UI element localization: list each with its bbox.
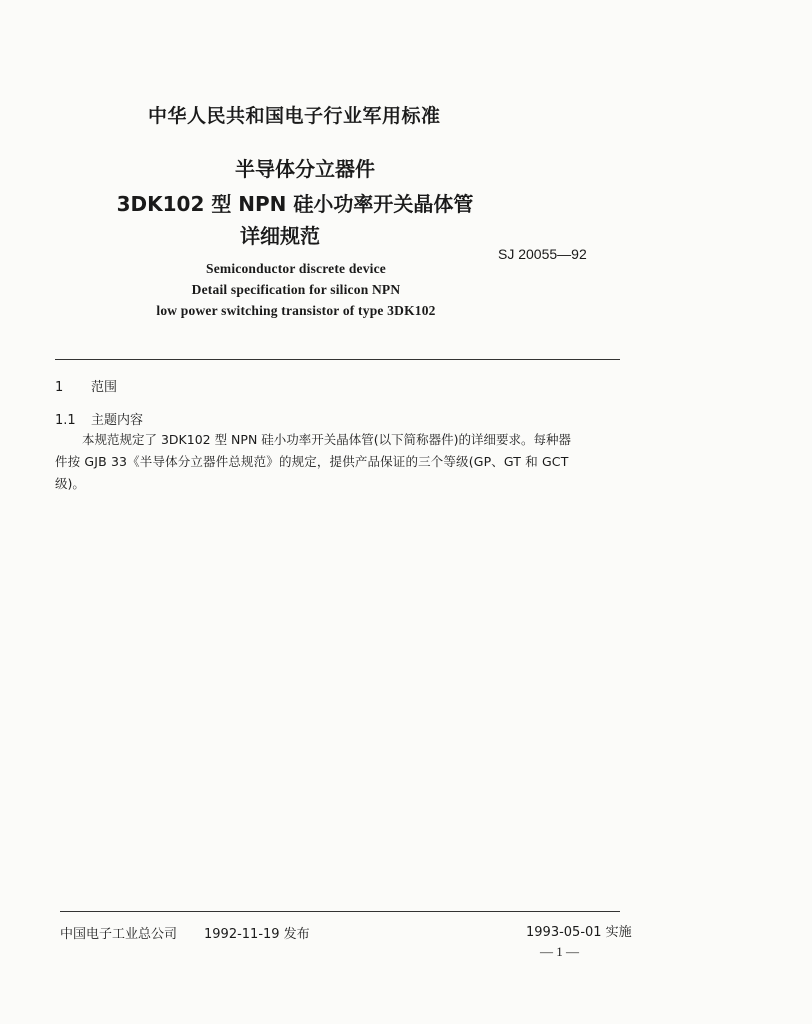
standard-number: SJ 20055—92 — [498, 246, 587, 262]
header-divider — [55, 359, 620, 360]
title-en-line-3: low power switching transistor of type 3DK102 — [156, 303, 436, 318]
title-zh-line-3: 详细规范 — [240, 224, 320, 248]
section-1-1-heading — [55, 409, 143, 428]
title-zh-line-2: 3DK102 型 NPN 硅小功率开关晶体管 — [116, 192, 474, 216]
scope-paragraph-line-2: 件按 GJB 33《半导体分立器件总规范》的规定，提供产品保证的三个等级(GP、GT 和 GCT — [55, 454, 569, 469]
issue-date: 1992-11-19 发布 — [204, 927, 310, 942]
section-1-heading — [55, 376, 117, 395]
section-1-1-title: 主题内容 — [91, 413, 144, 428]
issuer: 中国电子工业总公司 — [60, 927, 178, 942]
standard-category-header: 中华人民共和国电子行业军用标准 — [148, 105, 441, 127]
page-number: — 1 — — [540, 944, 579, 959]
implementation-date: 1993-05-01 实施 — [526, 925, 632, 940]
footer-divider — [60, 911, 620, 912]
title-en-line-2: Detail specification for silicon NPN — [191, 282, 401, 297]
scope-paragraph-line-1: 本规范规定了 3DK102 型 NPN 硅小功率开关晶体管(以下简称器件)的详细要求。每种器 — [82, 432, 572, 447]
scope-paragraph-line-3: 级)。 — [55, 476, 85, 491]
section-1-1-number: 1.1 — [55, 413, 76, 428]
title-en-line-1: Semiconductor discrete device — [205, 261, 386, 276]
title-zh-line-1: 半导体分立器件 — [235, 157, 375, 181]
section-1-title: 范围 — [91, 380, 118, 395]
section-1-number: 1 — [55, 380, 64, 395]
